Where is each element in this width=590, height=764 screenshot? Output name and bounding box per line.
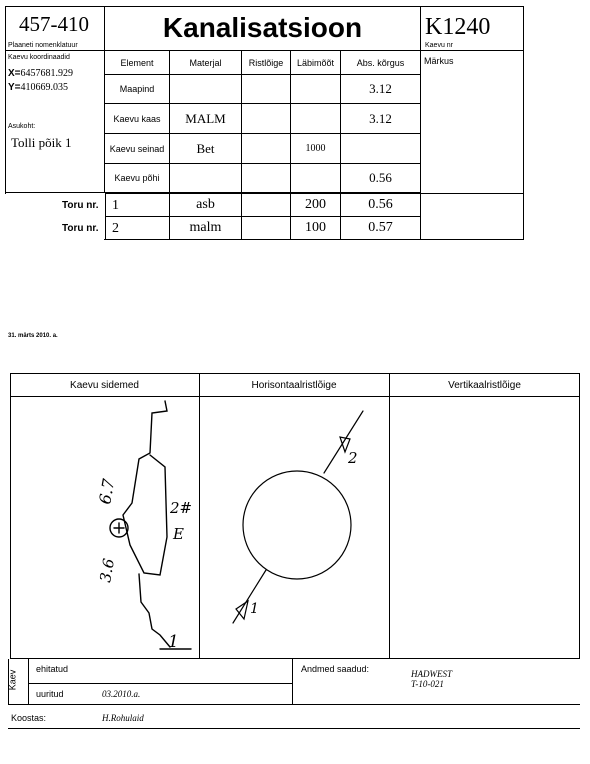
sketch-label-e: E: [173, 525, 184, 543]
row-section: [242, 75, 291, 104]
footer-side-label: [8, 659, 28, 705]
surveyed-value: 03.2010.a.: [102, 689, 141, 699]
horizontal-label-bottom: 1: [250, 601, 259, 617]
built-label: ehitatud: [36, 664, 69, 674]
row-height: [341, 134, 421, 164]
left-info-panel: [5, 51, 105, 193]
horizontal-label-top: 2: [348, 449, 358, 467]
author-value: H.Rohulaid: [102, 713, 144, 723]
y-coordinate: [8, 82, 68, 93]
row-height: 3.12: [341, 75, 421, 104]
row-diameter: [291, 75, 341, 104]
footer-side-text: Kaev: [7, 669, 18, 691]
sketch-label-lower: 3.6: [96, 557, 119, 584]
panel-divider-2: [389, 373, 390, 659]
header-notes: Märkus: [424, 56, 454, 66]
horizontal-section-sketch: [200, 397, 389, 659]
panel-title-vertical: Vertikaalristlõige: [448, 379, 521, 391]
sketch-label-right: 2#: [170, 499, 193, 517]
pipe-label: Toru nr.: [62, 223, 99, 234]
row-element: Kaevu põhi: [105, 164, 170, 193]
x-value: 6457681.929: [20, 68, 74, 79]
header-section: Ristlõige: [242, 51, 291, 75]
surveyed-label: uuritud: [36, 689, 64, 699]
data-source-value-2: T-10-021: [411, 679, 444, 689]
pipe-num: 2: [105, 217, 170, 240]
pipe-height: 0.56: [341, 194, 421, 217]
row-material: [170, 75, 242, 104]
sheet-number: 457-410: [19, 12, 89, 36]
sheet-number-box: [5, 6, 105, 51]
y-value: 410669.035: [20, 82, 69, 93]
panel-title-connections: Kaevu sidemed: [70, 379, 139, 391]
pipe-section: [242, 217, 291, 240]
pipe-height: 0.57: [341, 217, 421, 240]
sketch-label-upper: 6.7: [95, 477, 119, 506]
page-title-text: Kanalisatsioon: [162, 12, 363, 43]
pipe-material: malm: [170, 217, 242, 240]
sketch-label-bottom: 1: [168, 632, 179, 652]
well-code: K1240: [425, 14, 491, 40]
row-height: 3.12: [341, 104, 421, 134]
y-prefix: Y=: [8, 82, 21, 93]
row-diameter: [291, 104, 341, 134]
sheet-label: Plaaneti nomenklatuur: [8, 42, 78, 49]
x-coordinate: [8, 68, 73, 79]
data-source-value-1: HADWEST: [411, 669, 452, 679]
header-height: Abs. kõrgus: [341, 51, 421, 75]
row-element: Kaevu kaas: [105, 104, 170, 134]
header-diameter: Läbimõõt: [291, 51, 341, 75]
author-line: [8, 728, 580, 729]
row-section: [242, 164, 291, 193]
row-material: [170, 164, 242, 193]
row-diameter: [291, 164, 341, 193]
pipe-diameter: 200: [291, 194, 341, 217]
location-value: Tolli põik 1: [11, 135, 72, 150]
pipe-section: [242, 194, 291, 217]
row-section: [242, 104, 291, 134]
row-element: Kaevu seinad: [105, 134, 170, 164]
header-material: Materjal: [170, 51, 242, 75]
pipe-num: 1: [105, 194, 170, 217]
row-material: Bet: [170, 134, 242, 164]
date-note: 31. märts 2010. a.: [8, 333, 58, 339]
row-diameter: 1000: [291, 134, 341, 164]
row-height: 0.56: [341, 164, 421, 193]
data-source-label: Andmed saadud:: [301, 664, 370, 674]
location-label: Asukoht:: [8, 123, 36, 130]
pipe-label: Toru nr.: [62, 200, 99, 211]
pipe-material: asb: [170, 194, 242, 217]
coords-label: Kaevu koordinaadid: [8, 54, 70, 61]
page-title: [105, 6, 421, 51]
row-element: Maapind: [105, 75, 170, 104]
x-prefix: X=: [8, 68, 21, 79]
row-material: MALM: [170, 104, 242, 134]
author-label: Koostas:: [11, 713, 47, 723]
pipe-diameter: 100: [291, 217, 341, 240]
well-code-box: [421, 6, 524, 51]
footer-side-divider: [28, 659, 29, 705]
row-section: [242, 134, 291, 164]
connections-sketch: [10, 397, 199, 659]
footer-mid-divider: [292, 659, 293, 705]
footer-row-divider: [28, 683, 292, 684]
header-element: Element: [105, 51, 170, 75]
panel-title-horizontal: Horisontaalristlõige: [251, 379, 337, 391]
footer-block: [8, 659, 580, 705]
well-code-label: Kaevu nr: [425, 42, 454, 49]
